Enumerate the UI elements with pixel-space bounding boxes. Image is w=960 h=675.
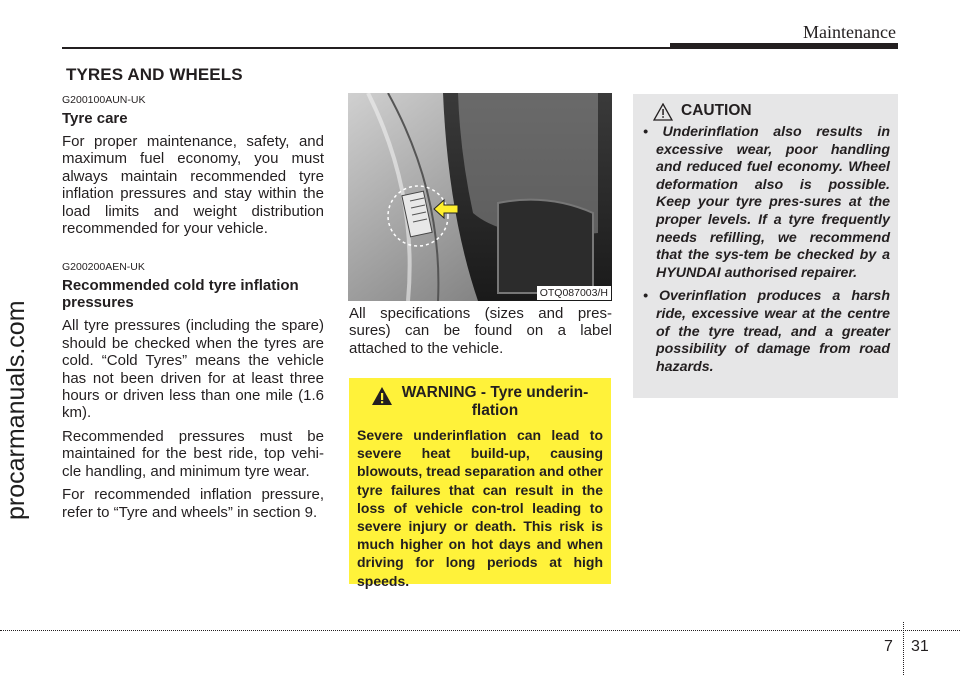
header-rule-thin [62, 47, 672, 49]
footer-rule [0, 630, 960, 631]
door-label-photo [348, 93, 612, 301]
running-header-title: Maintenance [803, 22, 896, 42]
cold-pressures-body-1: All tyre pressures (including the spare) should be checked when the tyres are cold. “Cold Tyres” means the vehicle has not been driven for at least three hours or driven less than one mile (1.6 km). [62, 317, 324, 422]
tyre-care-heading: Tyre care [62, 110, 128, 127]
caution-item: • Underinflation also results in excessive wear, poor handling and reduced fuel economy. Wheel deformation also is possible. Keep your tyre pres-sures at the proper levels. If a tyre frequently needs refilling, we recommend that the sys-tem be checked by a HYUNDAI authorised repairer. [643, 124, 890, 281]
cold-pressures-heading: Recommended cold tyre inflation pressures [62, 277, 299, 312]
cold-pressures-body-2: Recommended pressures must be maintained for the best ride, top vehi-cle handling, and minimum tyre wear. [62, 427, 324, 480]
chapter-number: 7 [884, 638, 893, 655]
caution-title: CAUTION [681, 102, 752, 119]
tyre-care-code: G200100AUN-UK [62, 94, 146, 106]
warning-body: Severe underinflation can lead to severe heat build-up, causing blowouts, tread separation and other tyre failures that can result in the loss of vehicle con-trol leading to severe injury or death. This risk is much higher on hot days and when driving for long periods at high speeds. [357, 427, 603, 589]
caution-triangle-icon [653, 103, 673, 126]
cold-pressures-code: G200200AEN-UK [62, 261, 145, 274]
warning-triangle-icon [371, 386, 393, 411]
figure-description: All specifications (sizes and pres-sures) can be found on a label attached to the vehicle. [349, 305, 612, 357]
figure-caption: OTQ087003/H [537, 286, 611, 300]
warning-box [349, 378, 611, 589]
page-number: 31 [911, 638, 929, 655]
caution-list [643, 124, 890, 376]
caution-box [633, 94, 898, 398]
left-column [62, 94, 324, 521]
footer-divider [903, 622, 904, 675]
section-title: TYRES AND WHEELS [66, 65, 243, 84]
caution-title-row [643, 102, 890, 120]
header-rule-thick [670, 43, 898, 49]
side-watermark: procarmanuals.com [2, 300, 30, 520]
door-pillar-illustration [348, 93, 612, 301]
tyre-care-body: For proper maintenance, safety, and maximum fuel economy, you must always maintain recommended tyre inflation pressures and stay within the load limits and weight distribution recommended for your vehicle. [62, 133, 324, 238]
warning-title-row [357, 384, 603, 420]
caution-item: • Overinflation produces a harsh ride, excessive wear at the centre of the tyre tread, and a greater possibility of damage from road hazards. [643, 288, 890, 375]
warning-title: WARNING - Tyre underin-flation [401, 384, 589, 419]
cold-pressures-body-3: For recommended inflation pressure, refer to “Tyre and wheels” in section 9. [62, 486, 324, 521]
